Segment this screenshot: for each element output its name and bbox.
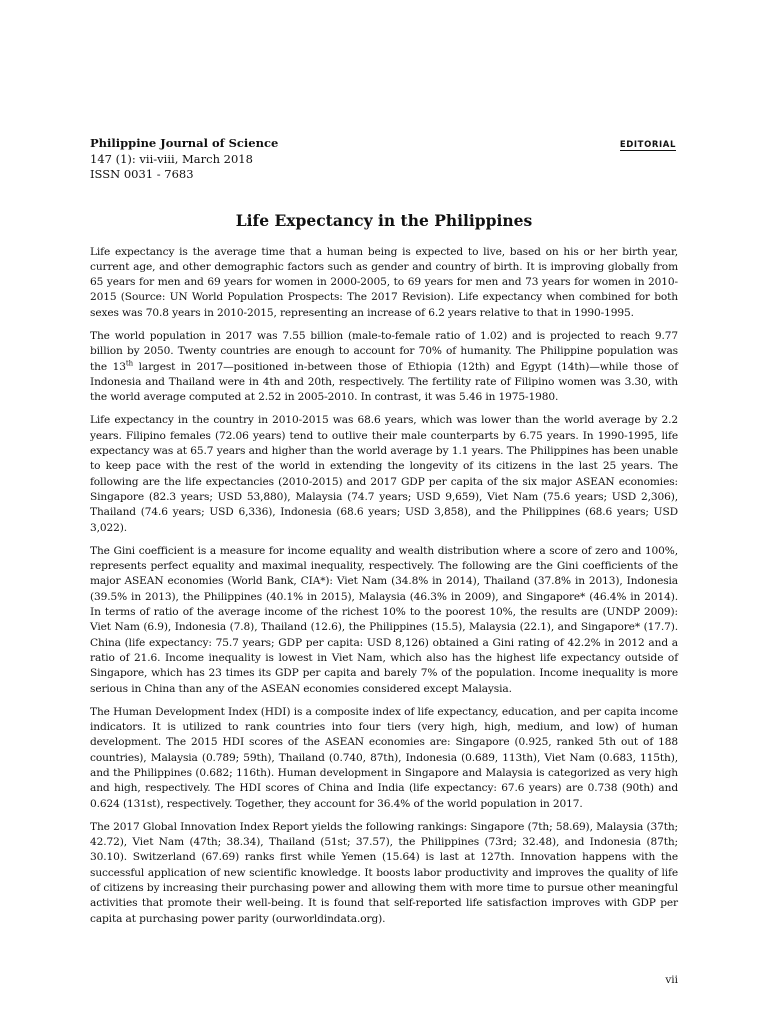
volume-info: 147 (1): vii-viii, March 2018 [90, 151, 253, 166]
paragraph-innovation-index: The 2017 Global Innovation Index Report yields the following rankings: Singapore (7th; 58.69), Malaysia (37th; 42.72), Viet Nam (47th; 38.34), Thailand (51st; 37.57), the Philippines (73rd; 32.48), and Indonesia (87th; 30.10). Switzerland (67.69) ranks first while Yemen (15.64) is last at 127th. Innovation happens with the successful application of new scientific knowledge. It boosts labor productivity and improves the quality of life of citizens by increasing their purchasing power and allowing them with more time to pursue other meaningful activities that promote their well-being. It is found that self-reported life satisfaction improves with GDP per capita at purchasing power parity (ourworldindata.org). [90, 820, 678, 925]
paragraph-text: The world population in 2017 was 7.55 billion (male-to-female ratio of 1.02) and is projected to reach 9.77 billion by 2050. Twenty countries are enough to account for 70% of humanity. The Philippine population was the 13 [90, 329, 678, 373]
paragraph-gini-coefficient: The Gini coefficient is a measure for income equality and wealth distribution where a score of zero and 100%, represents perfect equality and maximal inequality, respectively. The following are the Gini coefficients of the major ASEAN economies (World Bank, CIA*): Viet Nam (34.8% in 2014), Thailand (37.8% in 2013), Indonesia (39.5% in 2013), the Philippines (40.1% in 2015), Malaysia (46.3% in 2009), and Singapore* (46.4% in 2014). In terms of ratio of the average income of the richest 10% to the poorest 10%, the results are (UNDP 2009): Viet Nam (6.9), Indonesia (7.8), Thailand (12.6), the Philippines (15.5), Malaysia (22.1), and Singapore* (17.7). China (life expectancy: 75.7 years; GDP per capita: USD 8,126) obtained a Gini rating of 42.2% in 2012 and a ratio of 21.6. Income inequality is lowest in Viet Nam, which also has the highest life expectancy outside of Singapore, which has 23 times its GDP per capita and barely 7% of the population. Income inequality is more serious in China than any of the ASEAN economies considered except Malaysia. [90, 544, 678, 695]
superscript: th [125, 359, 133, 368]
paragraph-world-population [90, 329, 678, 405]
paragraph-life-expectancy-intro: Life expectancy is the average time that a human being is expected to live, based on his or her birth year, current age, and other demographic factors such as gender and country of birth. It is improving globally from 65 years for men and 69 years for women in 2000-2005, to 69 years for men and 73 years for women in 2010-2015 (Source: UN World Population Prospects: The 2017 Revision). Life expectancy when combined for both sexes was 70.8 years in 2010-2015, representing an increase of 6.2 years relative to that in 1990-1995. [90, 245, 678, 319]
journal-name: Philippine Journal of Science [90, 136, 279, 150]
journal-header [90, 136, 678, 183]
editorial-badge: EDITORIAL [619, 140, 676, 150]
paragraph-text: largest in 2017—positioned in-between those of Ethiopia (12th) and Egypt (14th)—while those of Indonesia and Thailand were in 4th and 20th, respectively. The fertility rate of Filipino women was 3.30, with the world average computed at 2.52 in 2005-2010. In contrast, it was 5.46 in 1975-1980. [90, 360, 678, 404]
paragraph-hdi: The Human Development Index (HDI) is a composite index of life expectancy, education, and per capita income indicators. It is utilized to rank countries into four tiers (very high, high, medium, and low) of human development. The 2015 HDI scores of the ASEAN economies are: Singapore (0.925, ranked 5th out of 188 countries), Malaysia (0.789; 59th), Thailand (0.740, 87th), Indonesia (0.689, 113th), Viet Nam (0.683, 115th), and the Philippines (0.682; 116th). Human development in Singapore and Malaysia is categorized as very high and high, respectively. The HDI scores of China and India (life expectancy: 67.6 years) are 0.738 (90th) and 0.624 (131st), respectively. Together, they account for 36.4% of the world population in 2017. [90, 705, 678, 810]
paragraph-country-life-expectancy: Life expectancy in the country in 2010-2015 was 68.6 years, which was lower than the world average by 2.2 years. Filipino females (72.06 years) tend to outlive their male counterparts by 6.75 years. In 1990-1995, life expectancy was at 65.7 years and higher than the world average by 1.1 years. The Philippines has been unable to keep pace with the rest of the world in extending the longevity of its citizens in the last 25 years. The following are the life expectancies (2010-2015) and 2017 GDP per capita of the six major ASEAN economies: Singapore (82.3 years; USD 53,880), Malaysia (74.7 years; USD 9,659), Viet Nam (75.6 years; USD 2,306), Thailand (74.6 years; USD 6,336), Indonesia (68.6 years; USD 3,858), and the Philippines (68.6 years; USD 3,022). [90, 414, 678, 534]
editorial-page [90, 136, 678, 935]
page-number: vii [665, 974, 678, 986]
article-title: Life Expectancy in the Philippines [235, 210, 533, 230]
issn: ISSN 0031 - 7683 [90, 167, 194, 181]
